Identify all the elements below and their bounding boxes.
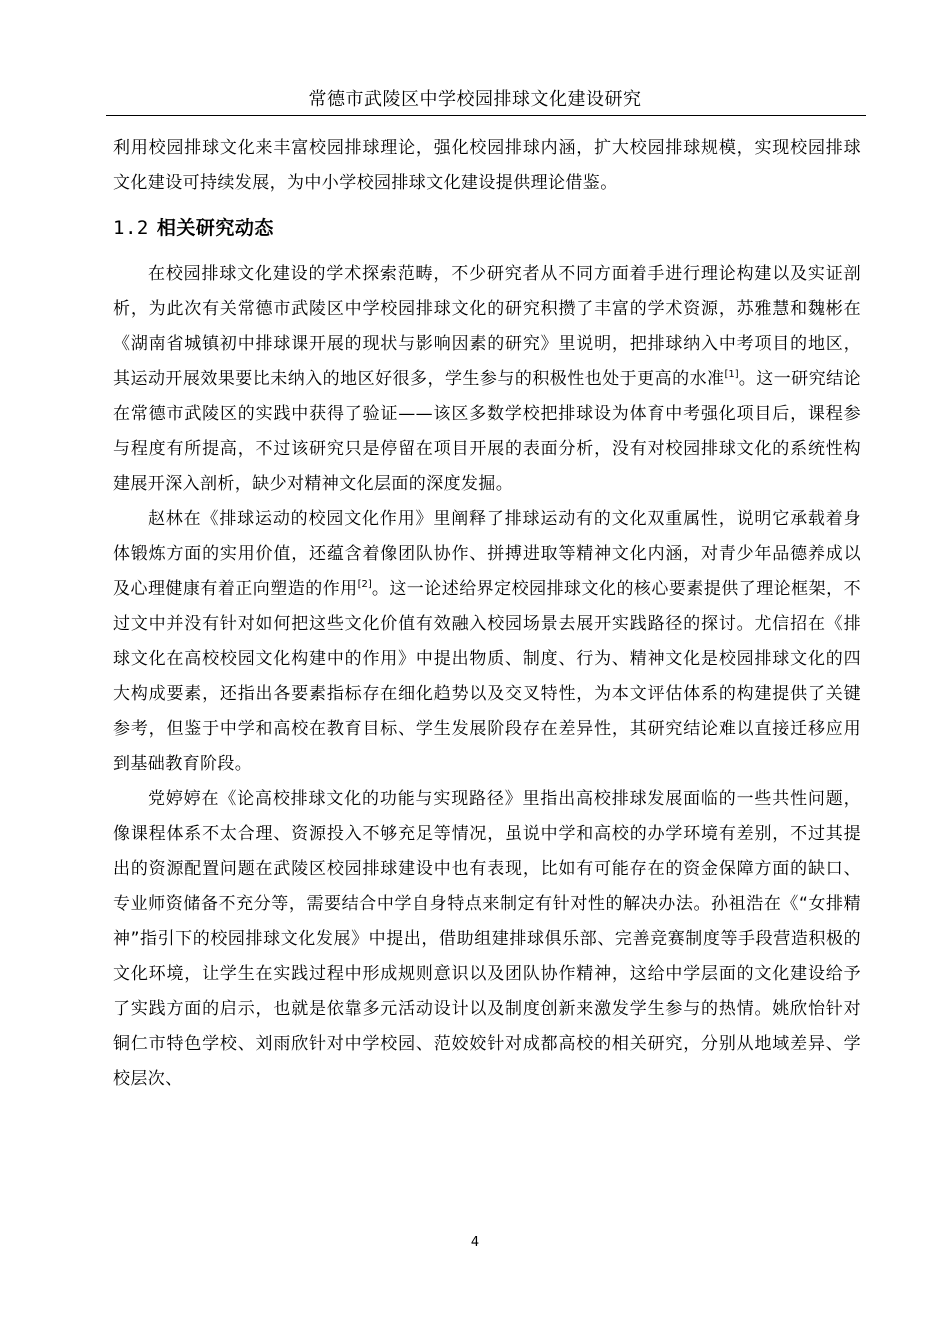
section-title: 相关研究动态 (156, 217, 274, 239)
citation-1: [1] (724, 369, 739, 380)
paragraph-1-text-a: 在校园排球文化建设的学术探索范畴，不少研究者从不同方面着手进行理论构建以及实证剖析，为此次有关常德市武陵区中学校园排球文化的研究积攒了丰富的学术资源，苏雅慧和魏彬在《湖南省城镇初中排球课开展的现状与影响因素的研究》里说明，把排球纳入中考项目的地区，其运动开展效果要比未纳入的地区好很多，学生参与的积极性也处于更高的水准 (113, 264, 861, 389)
running-header: 常德市武陵区中学校园排球文化建设研究 (308, 89, 642, 110)
paragraph-2-text-b: 。这一论述给界定校园排球文化的核心要素提供了理论框架，不过文中并没有针对如何把这些文化价值有效融入校园场景去展开实践路径的探讨。尤信招在《排球文化在高校校园文化构建中的作用》中提出物质、制度、行为、精神文化是校园排球文化的四大构成要素，还指出各要素指标存在细化趋势以及交叉特性，为本文评估体系的构建提供了关键参考，但鉴于中学和高校在教育目标、学生发展阶段存在差异性，其研究结论难以直接迁移应用到基础教育阶段。 (113, 579, 861, 774)
paragraph-2 (113, 502, 861, 782)
paragraph-2-text-a: 赵林在《排球运动的校园文化作用》里阐释了排球运动有的文化双重属性，说明它承载着身体锻炼方面的实用价值，还蕴含着像团队协作、拼搏进取等精神文化内涵，对青少年品德养成以及心理健康有着正向塑造的作用 (113, 509, 861, 599)
paragraph-3: 党婷婷在《论高校排球文化的功能与实现路径》里指出高校排球发展面临的一些共性问题，像课程体系不太合理、资源投入不够充足等情况，虽说中学和高校的办学环境有差别，不过其提出的资源配置问题在武陵区校园排球建设中也有表现，比如有可能存在的资金保障方面的缺口、专业师资储备不充分等，需要结合中学自身特点来制定有针对性的解决办法。孙祖浩在《“女排精神”指引下的校园排球文化发展》中提出，借助组建排球俱乐部、完善竞赛制度等手段营造积极的文化环境，让学生在实践过程中形成规则意识以及团队协作精神，这给中学层面的文化建设给予了实践方面的启示，也就是依靠多元活动设计以及制度创新来激发学生参与的热情。姚欣怡针对铜仁市特色学校、刘雨欣针对中学校园、范姣姣针对成都高校的相关研究，分别从地域差异、学校层次、 (113, 789, 861, 1089)
citation-2: [2] (357, 579, 372, 590)
page-number: 4 (470, 1235, 480, 1250)
paragraph-1 (113, 257, 861, 502)
section-number: 1.2 (113, 217, 149, 239)
paragraph-1-text-b: 。这一研究结论在常德市武陵区的实践中获得了验证——该区多数学校把排球设为体育中考强化项目后，课程参与程度有所提高，不过该研究只是停留在项目开展的表面分析，没有对校园排球文化的系统性构建展开深入剖析，缺少对精神文化层面的深度发掘。 (113, 369, 861, 494)
header-divider (106, 115, 866, 116)
body-text (113, 131, 861, 1097)
section-heading (113, 208, 861, 248)
paragraph-continuation: 利用校园排球文化来丰富校园排球理论，强化校园排球内涵，扩大校园排球规模，实现校园排球文化建设可持续发展，为中小学校园排球文化建设提供理论借鉴。 (113, 138, 861, 193)
